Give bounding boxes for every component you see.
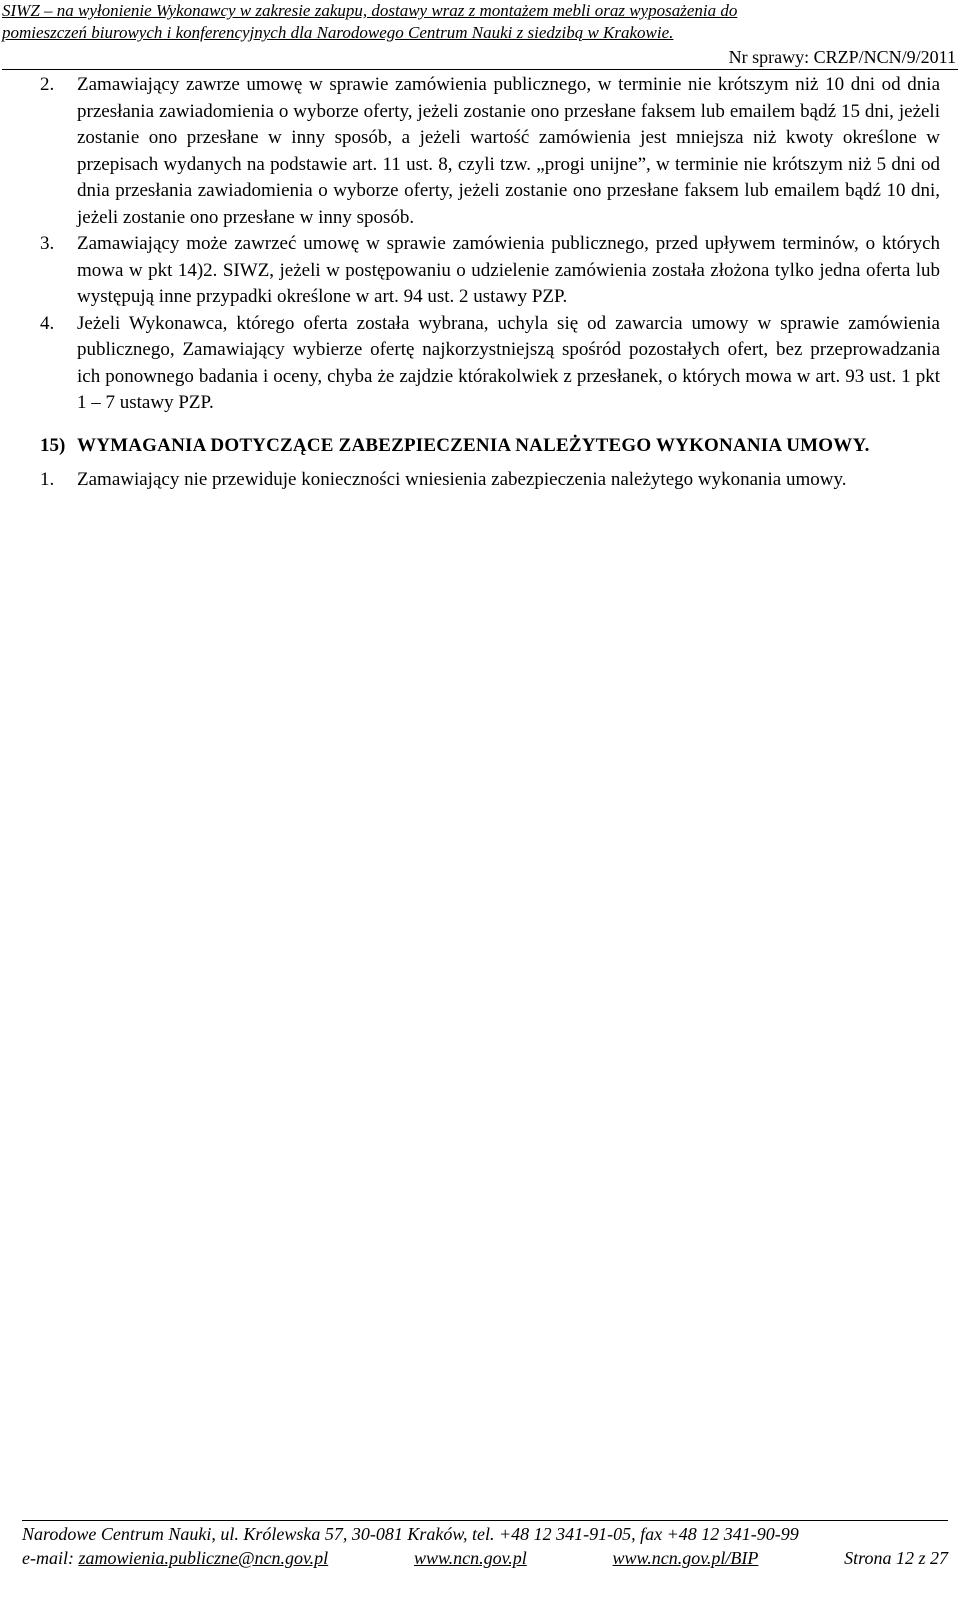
case-number: Nr sprawy: CRZP/NCN/9/2011 [728,47,956,67]
footer-address: Narodowe Centrum Nauki, ul. Królewska 57, 30-081 Kraków, tel. +48 12 341-91-05, fax +48 12 341-90-99 [22,1524,799,1544]
list-item-number: 1. [40,469,55,490]
list-item-number: 2. [40,74,55,95]
list-item [40,231,940,311]
list-item-number: 3. [40,233,55,254]
list-item [40,467,940,494]
footer-bip-link[interactable]: www.ncn.gov.pl/BIP [612,1548,759,1568]
list-item-number: 4. [40,312,55,334]
list-item [40,72,940,231]
document-body [40,72,940,494]
list-item [40,311,940,417]
footer-divider [22,1520,948,1521]
section-title: WYMAGANIA DOTYCZĄCE ZABEZPIECZENIA NALEŻYTEGO WYKONANIA UMOWY. [77,434,870,456]
header-title-line-2: pomieszczeń biurowych i konferencyjnych dla Narodowego Centrum Nauki z siedzibą w Krakowie. [2,23,674,42]
footer-website-link[interactable]: www.ncn.gov.pl [413,1548,527,1568]
section-heading [40,433,940,460]
footer-email-group [22,1546,328,1570]
page-number: Strona 12 z 27 [844,1548,948,1568]
list-item-text: Zamawiający nie przewiduje konieczności wniesienia zabezpieczenia należytego wykonania umowy. [77,469,847,490]
section-number: 15) [40,434,66,456]
list-item-text: Zamawiający może zawrzeć umowę w sprawie zamówienia publicznego, przed upływem terminów, o których mowa w pkt 14)2. SIWZ, jeżeli w postępowaniu o udzielenie zamówienia została złożona tylko jedna oferta lub występują inne przypadki określone w art. 94 ust. 2 ustawy PZP. [77,233,940,307]
header-divider [2,69,958,70]
footer-contacts [22,1546,948,1570]
footer-email-label: e-mail: [22,1548,79,1568]
list-item-text: Zamawiający zawrze umowę w sprawie zamówienia publicznego, w terminie nie krótszym niż 10 dni od dnia przesłania zawiadomienia o wyborze oferty, jeżeli zostanie ono przesłane faksem lub emailem bądź 15 dni, jeżeli zostanie ono przesłane w inny sposób, a jeżeli wartość zamówienia jest mniejsza niż kwoty określone w przepisach wydanych na podstawie art. 11 ust. 8, czyli tzw. „progi unijne”, w terminie nie krótszym niż 5 dni od dnia przesłania zawiadomienia o wyborze oferty, jeżeli zostanie ono przesłane faksem lub emailem bądź 10 dni, jeżeli zostanie ono przesłane w inny sposób. [77,74,940,228]
header-title-line-1: SIWZ – na wyłonienie Wykonawcy w zakresie zakupu, dostawy wraz z montażem mebli oraz wyposażenia do [2,1,738,20]
list-item-text: Jeżeli Wykonawca, którego oferta została wybrana, uchyla się od zawarcia umowy w sprawie zamówienia publicznego, Zamawiający wybierze ofertę najkorzystniejszą spośród pozostałych ofert, bez przeprowadzania ich ponownego badania i oceny, chyba że zajdzie którakolwiek z przesłanek, o których mowa w art. 93 ust. 1 pkt 1 – 7 ustawy PZP. [77,312,940,413]
footer-email-link[interactable]: zamowienia.publiczne@ncn.gov.pl [78,1548,329,1568]
